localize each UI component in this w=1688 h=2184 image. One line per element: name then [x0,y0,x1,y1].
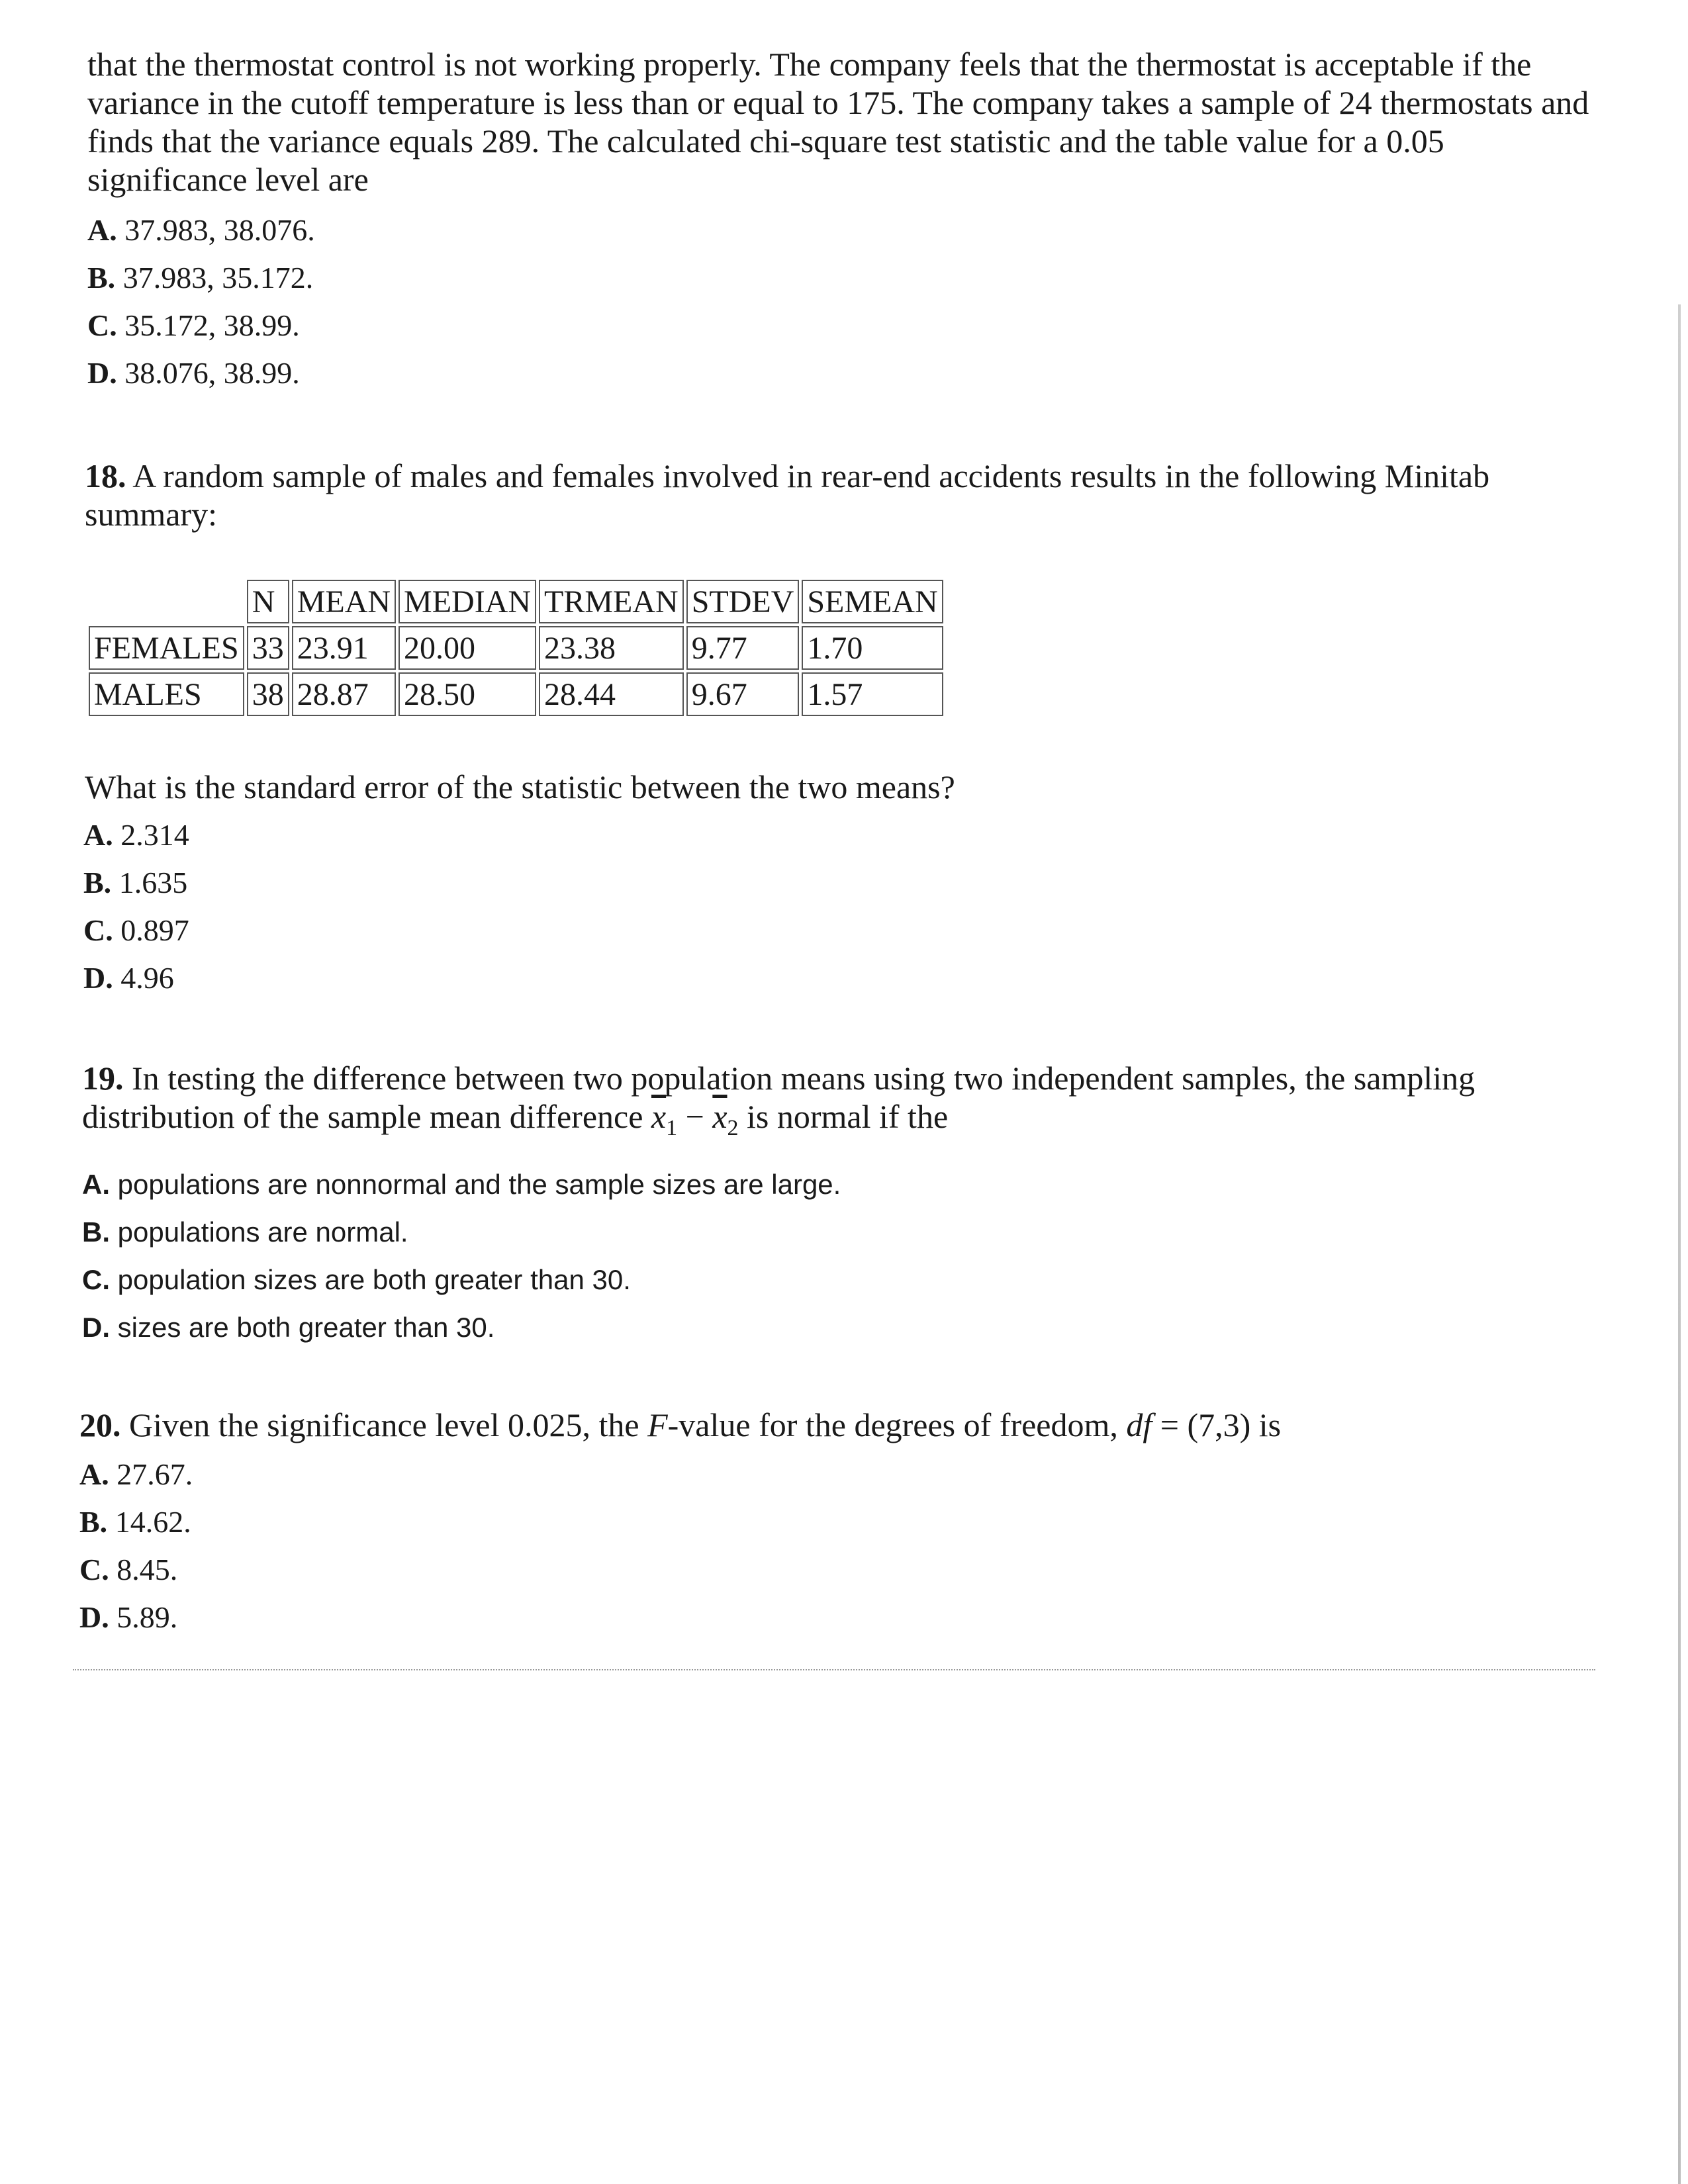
q18-option-b: B. 1.635 [83,866,188,899]
q19-option-d: D. sizes are both greater than 30. [82,1312,495,1343]
row-label: MALES [89,672,244,716]
table-cell: 28.50 [399,672,536,716]
q17-option-b: B. 37.983, 35.172. [87,261,314,295]
dotted-divider [73,1669,1595,1670]
table-cell: 1.70 [802,626,943,670]
q17-option-d: D. 38.076, 38.99. [87,356,300,390]
q19-option-c: C. population sizes are both greater than 30. [82,1264,631,1295]
table-cell: 33 [247,626,289,670]
q20-option-d: D. 5.89. [79,1600,178,1634]
table-cell: 1.57 [802,672,943,716]
q19-option-b: B. populations are normal. [82,1216,408,1248]
q17-option-c: C. 35.172, 38.99. [87,308,300,342]
table-header: MEDIAN [399,580,536,623]
q20-option-b: B. 14.62. [79,1505,191,1539]
table-cell: 23.38 [539,626,684,670]
table-header-row [89,580,943,623]
table-cell: 23.91 [292,626,396,670]
table-header: TRMEAN [539,580,684,623]
q20-option-c: C. 8.45. [79,1553,178,1586]
q17-option-a: A. 37.983, 38.076. [87,213,315,247]
table-row [89,626,943,670]
q18-option-c: C. 0.897 [83,913,189,947]
scan-edge-line [1678,304,1681,2184]
table-cell: 20.00 [399,626,536,670]
q18-option-d: D. 4.96 [83,961,174,995]
q19-option-a: A. populations are nonnormal and the sample sizes are large. [82,1169,841,1200]
table-header: STDEV [686,580,800,623]
table-cell: 9.67 [686,672,800,716]
table-cell: 38 [247,672,289,716]
table-row [89,672,943,716]
row-label: FEMALES [89,626,244,670]
table-header: N [247,580,289,623]
table-cell: 9.77 [686,626,800,670]
q17-stem: that the thermostat control is not working properly. The company feels that the thermostat is acceptable if the variance in the cutoff temperature is less than or equal to 175. The company takes a sample of 24 thermostats and finds that the variance equals 289. The calculated chi-square test statistic and the table value for a 0.05 significance level are [87,46,1589,198]
q18-question: What is the standard error of the statistic between the two means? [85,768,955,805]
table-cell: 28.44 [539,672,684,716]
q18-option-a: A. 2.314 [83,818,189,852]
table-header: MEAN [292,580,396,623]
minitab-summary-table [86,577,946,719]
table-cell: 28.87 [292,672,396,716]
q20-option-a: A. 27.67. [79,1457,193,1491]
q20-stem: 20. Given the significance level 0.025, the F-value for the degrees of freedom, df = (7,3) is [79,1406,1282,1443]
table-header: SEMEAN [802,580,943,623]
q18-stem: 18. A random sample of males and females involved in rear-end accidents results in the following Minitab summary: [85,457,1490,533]
q19-stem: 19. In testing the difference between two population means using two independent samples, the sampling distribution of the sample mean difference $\overline{x}_1 - \overline{x}_2$ is normal if the [82,1060,1476,1140]
